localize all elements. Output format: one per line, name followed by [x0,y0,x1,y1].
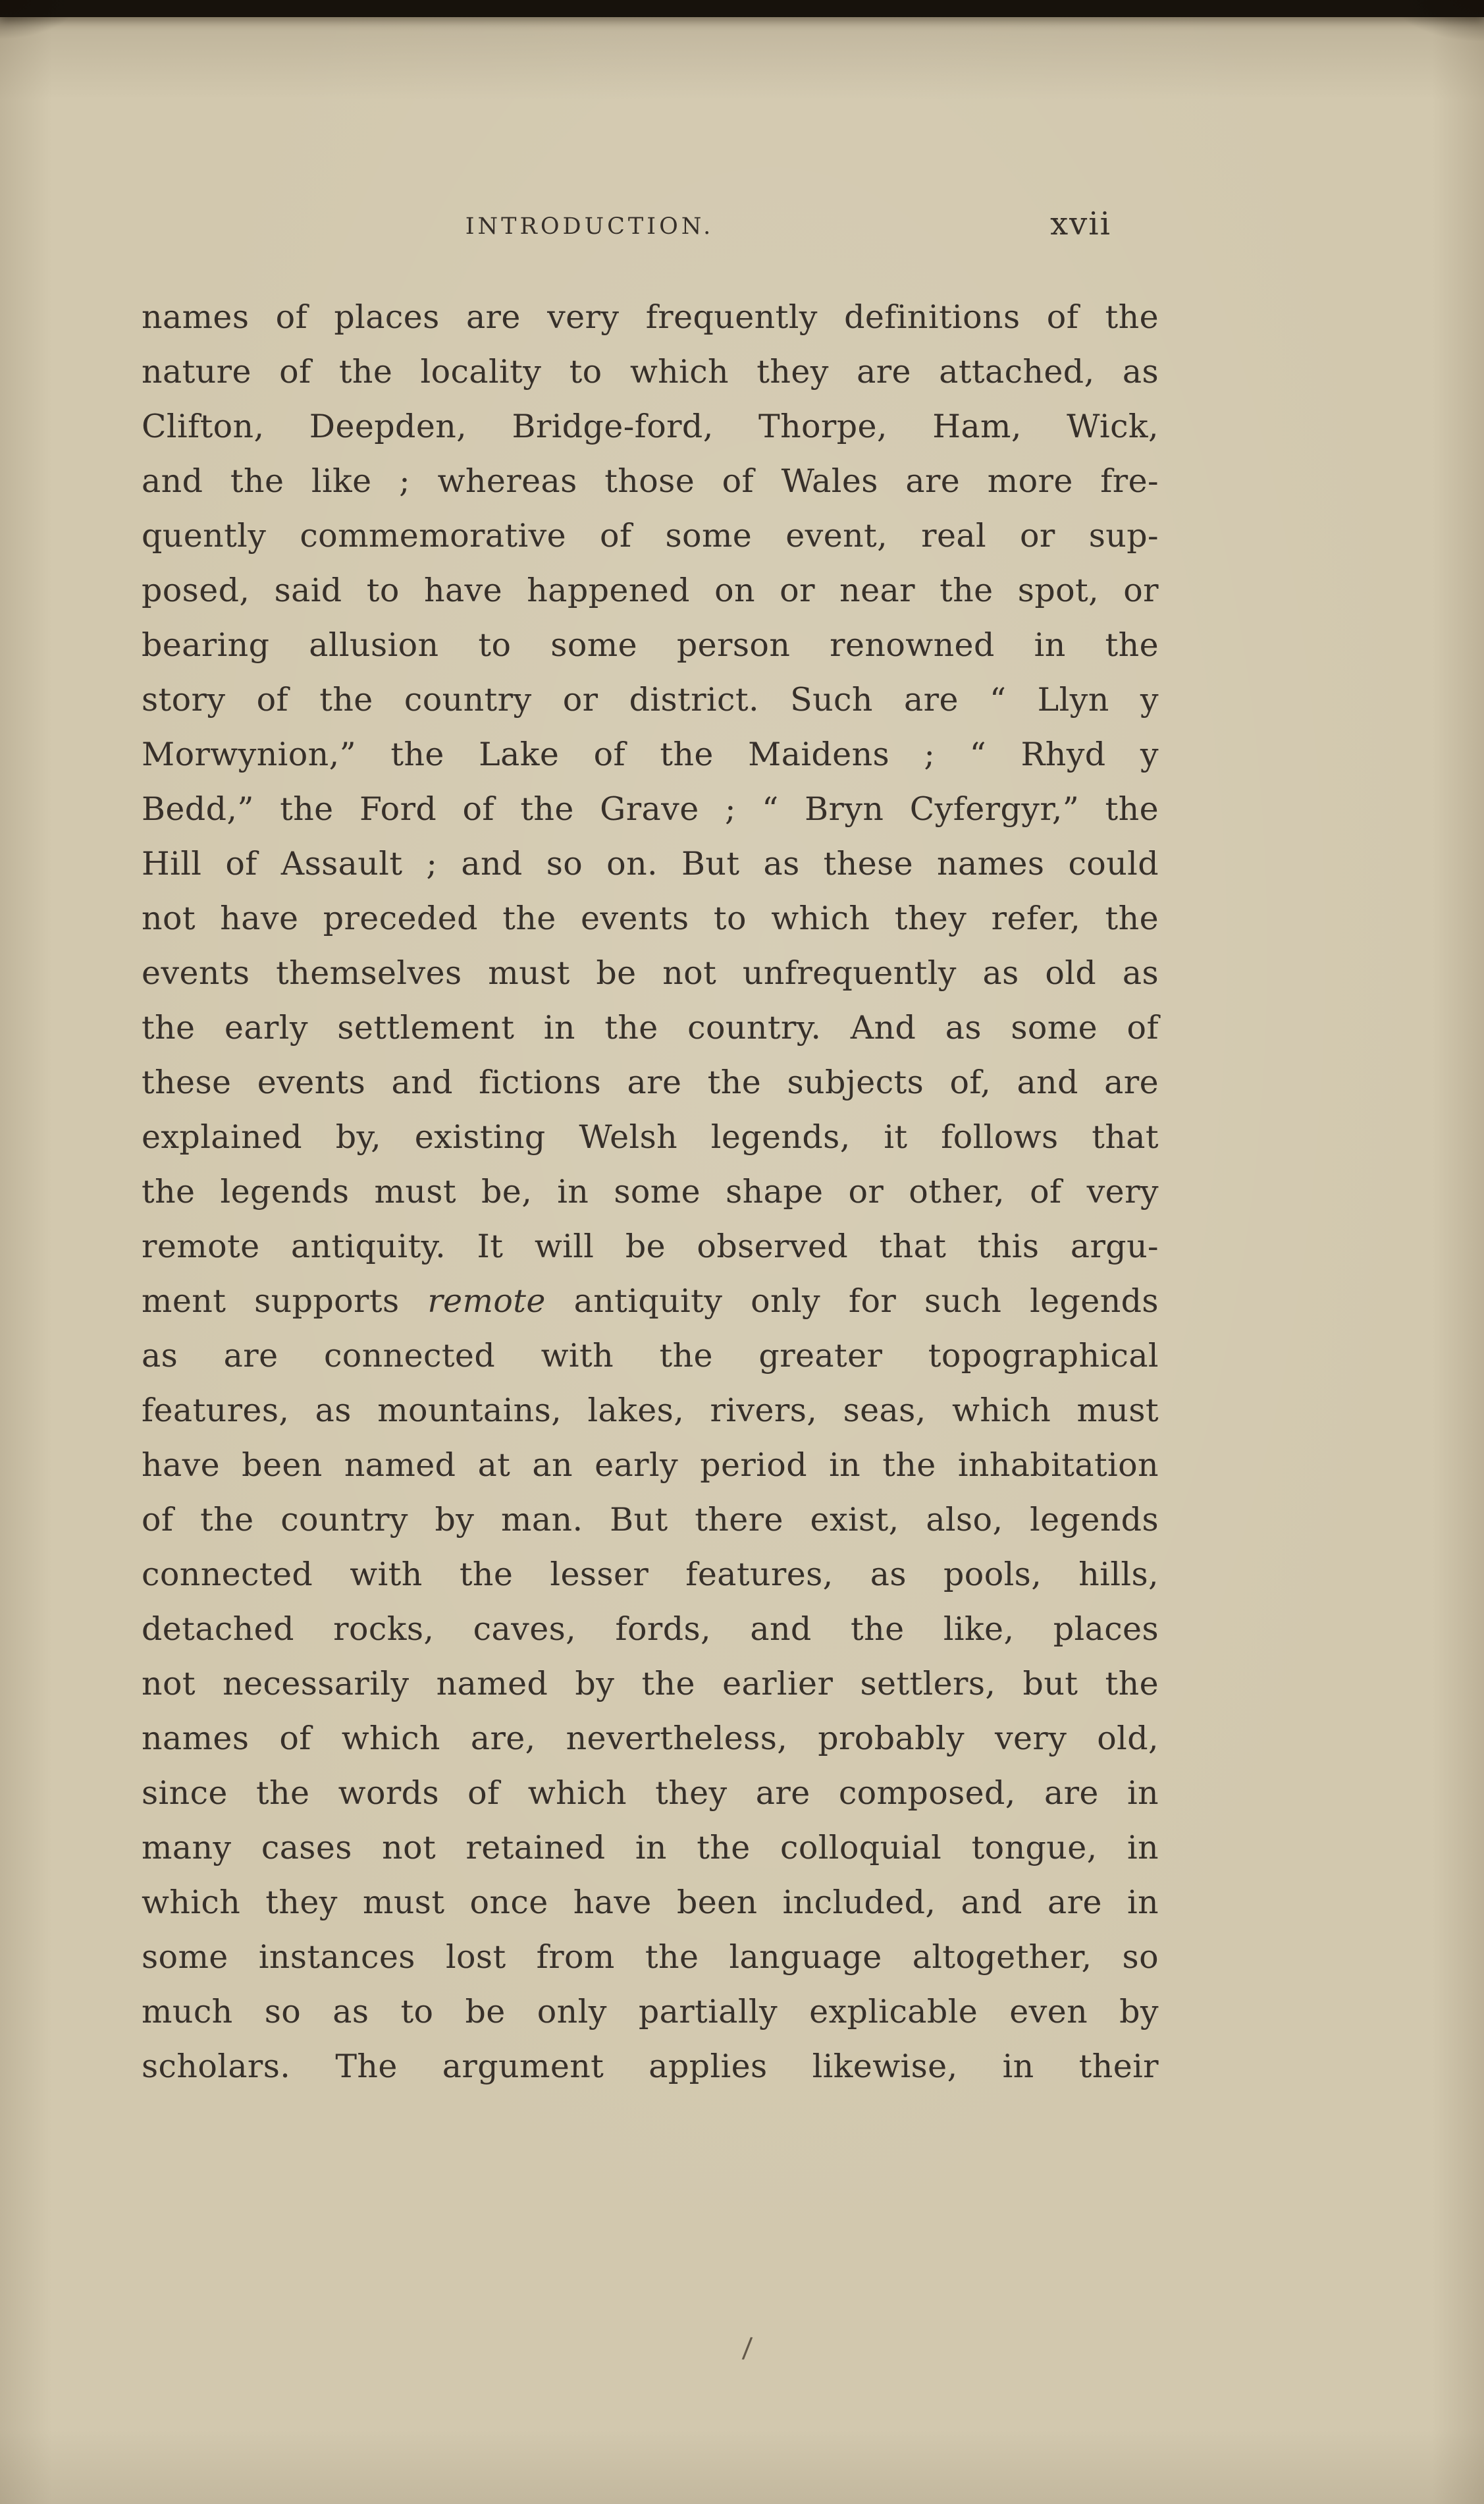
text-line: story of the country or district. Such are “ Llyn y [142,681,1159,719]
text-line: these events and fictions are the subjects of, and are [142,1064,1159,1101]
text-line: names of which are, nevertheless, probably very old, [142,1720,1159,1757]
text-line: scholars. The argument applies likewise, in their [142,2048,1159,2085]
text-line: connected with the lesser features, as pools, hills, [142,1556,1159,1593]
text-line: remote antiquity. It will be observed that this argu- [142,1228,1159,1265]
text-line: ment supports remote antiquity only for such legends [142,1282,1159,1320]
text-line: many cases not retained in the colloquial tongue, in [142,1829,1159,1866]
text-line: nature of the locality to which they are attached, as [142,353,1159,391]
text-line: some instances lost from the language altogether, so [142,1938,1159,1976]
running-title: INTRODUCTION. [465,213,714,240]
text-line: not have preceded the events to which they refer, the [142,900,1159,937]
text-line: the early settlement in the country. And as some of [142,1009,1159,1047]
text-line: Clifton, Deepden, Bridge-ford, Thorpe, Ham, Wick, [142,408,1159,445]
text-line: have been named at an early period in the inhabitation [142,1446,1159,1484]
text-line: Hill of Assault ; and so on. But as these names could [142,845,1159,883]
text-line: bearing allusion to some person renowned in the [142,626,1159,664]
text-line: the legends must be, in some shape or other, of very [142,1173,1159,1211]
text-line: explained by, existing Welsh legends, it follows that [142,1118,1159,1156]
text-line: quently commemorative of some event, real or sup- [142,517,1159,555]
text-line: as are connected with the greater topographical [142,1337,1159,1374]
text-line: Bedd,” the Ford of the Grave ; “ Bryn Cyfergyr,” the [142,790,1159,828]
scan-corner-top-right [1392,0,1484,42]
text-line: events themselves must be not unfrequently as old as [142,954,1159,992]
scan-artifact-mark: / [741,2331,753,2364]
text-line: of the country by man. But there exist, also, legends [142,1501,1159,1538]
text-line: detached rocks, caves, fords, and the like, places [142,1610,1159,1648]
page-number: xvii [1050,205,1111,242]
text-line: features, as mountains, lakes, rivers, seas, which must [142,1392,1159,1429]
text-line: much so as to be only partially explicable even by [142,1993,1159,2030]
scan-edge-top [0,0,1484,17]
scan-corner-top-left [0,0,79,40]
text-line: names of places are very frequently definitions of the [142,298,1159,336]
text-line: Morwynion,” the Lake of the Maidens ; “ Rhyd y [142,736,1159,773]
text-line: which they must once have been included, and are in [142,1884,1159,1921]
text-line: since the words of which they are composed, are in [142,1774,1159,1812]
text-line: not necessarily named by the earlier settlers, but the [142,1665,1159,1702]
body-text [142,290,1159,2094]
text-line: and the like ; whereas those of Wales are more fre- [142,462,1159,500]
page-header [142,205,1159,245]
text-line: posed, said to have happened on or near the spot, or [142,572,1159,609]
